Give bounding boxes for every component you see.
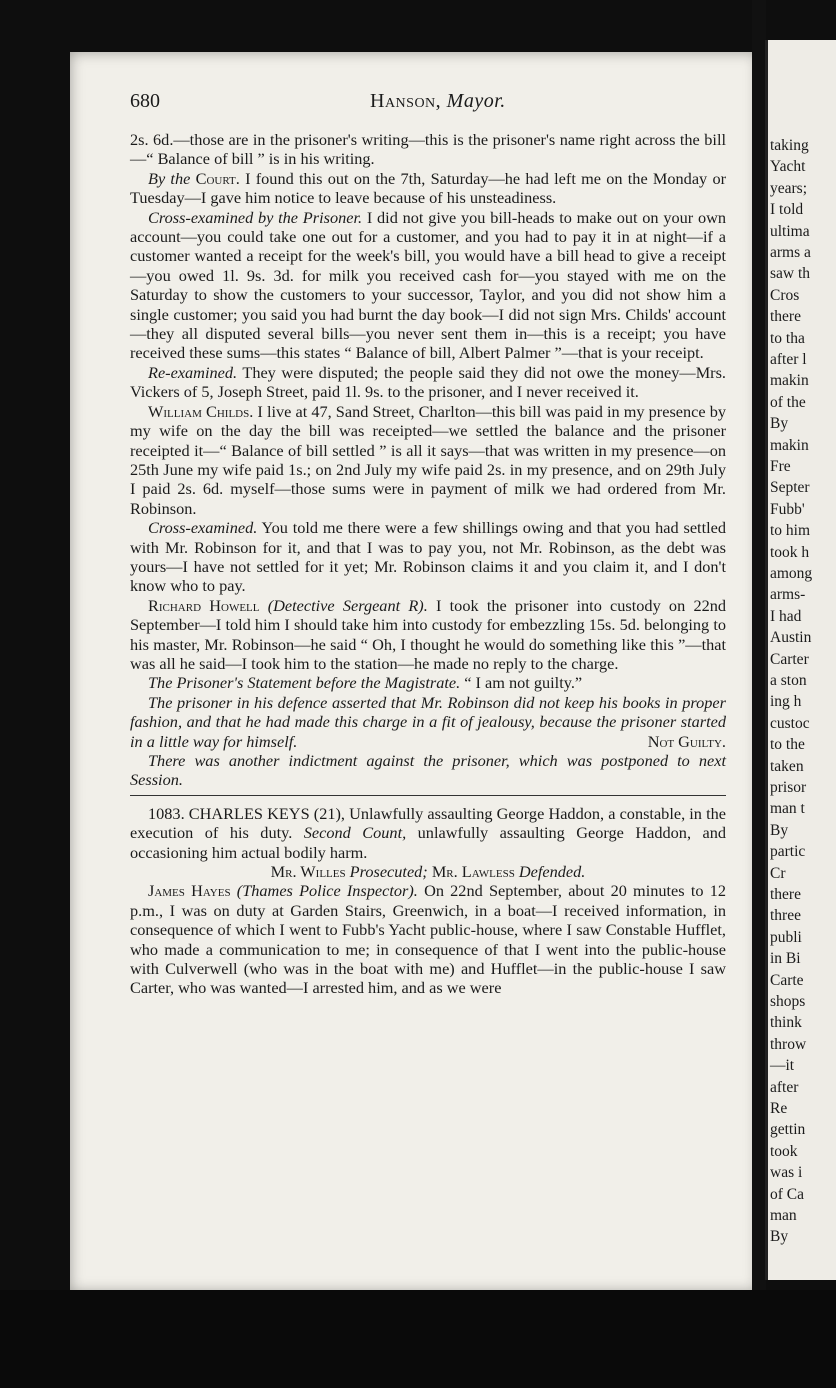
page-number: 680 xyxy=(130,90,160,112)
facing-page-line: a ston xyxy=(770,672,807,689)
facing-page-line: in Bi xyxy=(770,950,801,968)
paragraph: 2s. 6d.—those are in the prisoner's writing—this is the prisoner's name right across the bill—“ Balance of bill ” is in his writing. xyxy=(130,130,726,169)
facing-page-line: man xyxy=(770,1207,797,1224)
facing-page-line: Austin xyxy=(770,629,812,647)
facing-page-line: makin xyxy=(770,436,809,454)
facing-page-line: three xyxy=(770,907,801,925)
facing-page-line: Yacht xyxy=(770,158,806,176)
facing-page-line: after l xyxy=(770,351,807,368)
facing-page-line: throw xyxy=(770,1035,807,1053)
facing-page-line: to tha xyxy=(770,329,805,347)
facing-page-line: man t xyxy=(770,800,805,818)
paragraph: Re-examined. They were disputed; the people said they did not owe the money—Mrs. Vickers of 5, Joseph Street, paid 1l. 9s. to the prisoner, and I never received it. xyxy=(130,362,726,402)
paragraph: Richard Howell (Detective Sergeant R). I took the prisoner into custody on 22nd September—I told him I should take him into custody for embezzling 15s. 5d. belonging to his master, Mr. Robinson—he said “ Oh, I thought he would do something like this ”—that was all he said—I took him to the station—he made no reply to the charge. xyxy=(130,595,727,673)
facing-page-line: —it xyxy=(770,1057,795,1075)
facing-page-line: gettin xyxy=(770,1121,806,1139)
facing-page-line: Cr xyxy=(770,864,786,882)
facing-page-line: By xyxy=(770,821,789,839)
facing-page-line: Cros xyxy=(770,286,800,304)
scan-bottom-band xyxy=(0,1290,836,1388)
facing-page-line: to him xyxy=(770,522,811,540)
facing-page-line: Fubb' xyxy=(770,500,805,518)
facing-page-line: of the xyxy=(770,393,806,411)
paragraph: James Hayes (Thames Police Inspector). On 22nd September, about 20 minutes to 12 p.m., I was on duty at Garden Stairs, Greenwich, in a boat—I received information, in consequence of which I went to Fubb's Yacht public-house, where I saw Constable Hufflet, who made a communication to me; in consequence of that I went into the public-house with Culverwell (who was in the boat with me) and Hufflet—in the public-house I saw Carter, who was wanted—I arrested him, and as we were xyxy=(130,881,726,998)
facing-page-line: Carter xyxy=(770,650,809,668)
paragraph: 1083. CHARLES KEYS (21), Unlawfully assaulting George Haddon, a constable, in the execution of his duty. Second Count, unlawfully assaulting George Haddon, and occasioning him actual bodily harm. xyxy=(130,803,727,862)
paragraph: There was another indictment against the prisoner, which was postponed to next Session. xyxy=(130,751,726,790)
facing-page-edge xyxy=(765,40,836,1280)
facing-page-line: among xyxy=(770,565,813,582)
facing-page-line: shops xyxy=(770,993,806,1010)
facing-page-line: I had xyxy=(770,607,802,625)
facing-page-line: was i xyxy=(770,1164,803,1182)
facing-page-line: prisor xyxy=(770,779,807,796)
facing-page-line: Re xyxy=(770,1100,788,1117)
facing-page-line: there xyxy=(770,886,801,903)
facing-page-line: arms a xyxy=(770,244,811,261)
facing-page-line: Septer xyxy=(770,479,810,497)
page-body xyxy=(130,130,726,998)
facing-page-line: I told xyxy=(770,201,804,219)
counsel-line: Mr. Willes Prosecuted; Mr. Lawless Defended. xyxy=(270,862,586,882)
facing-page-line: custoc xyxy=(770,714,810,732)
facing-page-line: took xyxy=(770,1142,798,1160)
paragraph: By the Court. I found this out on the 7th, Saturday—he had left me on the Monday or Tuesday—I gave him notice to leave because of his unsteadiness. xyxy=(130,168,727,208)
facing-page-line: publi xyxy=(770,928,802,946)
facing-page-line: By xyxy=(770,415,789,433)
paragraph: Cross-examined by the Prisoner. I did not give you bill-heads to make out on your own account—you could take one out for a customer, and you had to pay it in at night—if a customer wanted a receipt for the week's bill, you would have a bill head to give a receipt—you owed 1l. 9s. 3d. for milk you received cash for—you stayed with me on the Saturday to show the customers to your successor, Taylor, and you did not show him a single customer; you said you had burnt the day book—I did not sign Mrs. Childs' account—they all disputed several bills—you never sent them in—this is a receipt; you have received these sums—this states “ Balance of bill, Albert Palmer ”—that is your receipt. xyxy=(130,207,726,363)
facing-page-line: taking xyxy=(770,137,809,154)
facing-page-line: makin xyxy=(770,372,809,390)
verdict: Not Guilty. xyxy=(647,731,726,751)
facing-page-line: after xyxy=(770,1078,799,1096)
running-title: Hanson, Mayor. xyxy=(370,90,506,112)
section-divider xyxy=(130,795,726,796)
facing-page-line: ultima xyxy=(770,222,810,240)
paragraph: William Childs. I live at 47, Sand Street, Charlton—this bill was paid in my presence by my wife on the day the bill was receipted—we settled the balance and the prisoner receipted it—“ Balance of bill settled ” is all it says—that was written in my presence—on 25th June my wife paid 1s.; on 2nd July my wife paid 2s. in my presence, and on 29th July I paid 2s. 6d. myself—those sums were in payment of milk we had ordered from Mr. Robinson. xyxy=(130,401,726,518)
facing-page-line: Carte xyxy=(770,971,804,989)
facing-page-line: partic xyxy=(770,843,806,861)
facing-page-line: By xyxy=(770,1228,789,1246)
facing-page-line: Fre xyxy=(770,458,791,475)
facing-page-line: there xyxy=(770,308,801,326)
facing-page-line: ing h xyxy=(770,693,802,711)
facing-page-line: taken xyxy=(770,757,804,775)
paragraph: Cross-examined. You told me there were a few shillings owing and that you had settled with Mr. Robinson for it, and that I was to pay you, not Mr. Robinson, as the debt was yours—I have not settled for it yet; Mr. Robinson claims it and you claim it, and I don't know who to pay. xyxy=(130,518,726,596)
running-header xyxy=(130,90,730,116)
facing-page-line: took h xyxy=(770,543,810,561)
paragraph: The Prisoner's Statement before the Magistrate. “ I am not guilty.” xyxy=(148,673,583,693)
facing-page-line: years; xyxy=(770,179,808,197)
facing-page-line: arms- xyxy=(770,586,806,604)
paragraph: The prisoner in his defence asserted that Mr. Robinson did not keep his books in proper fashion, and that he had made this charge in a fit of jealousy, because the prisoner started in a little way for himself. Not Guilty. xyxy=(130,692,726,751)
facing-page-line: saw th xyxy=(770,265,811,283)
facing-page-line: to the xyxy=(770,736,805,754)
book-gutter xyxy=(752,0,766,1388)
facing-page-line: think xyxy=(770,1014,802,1032)
facing-page-line: of Ca xyxy=(770,1185,805,1203)
